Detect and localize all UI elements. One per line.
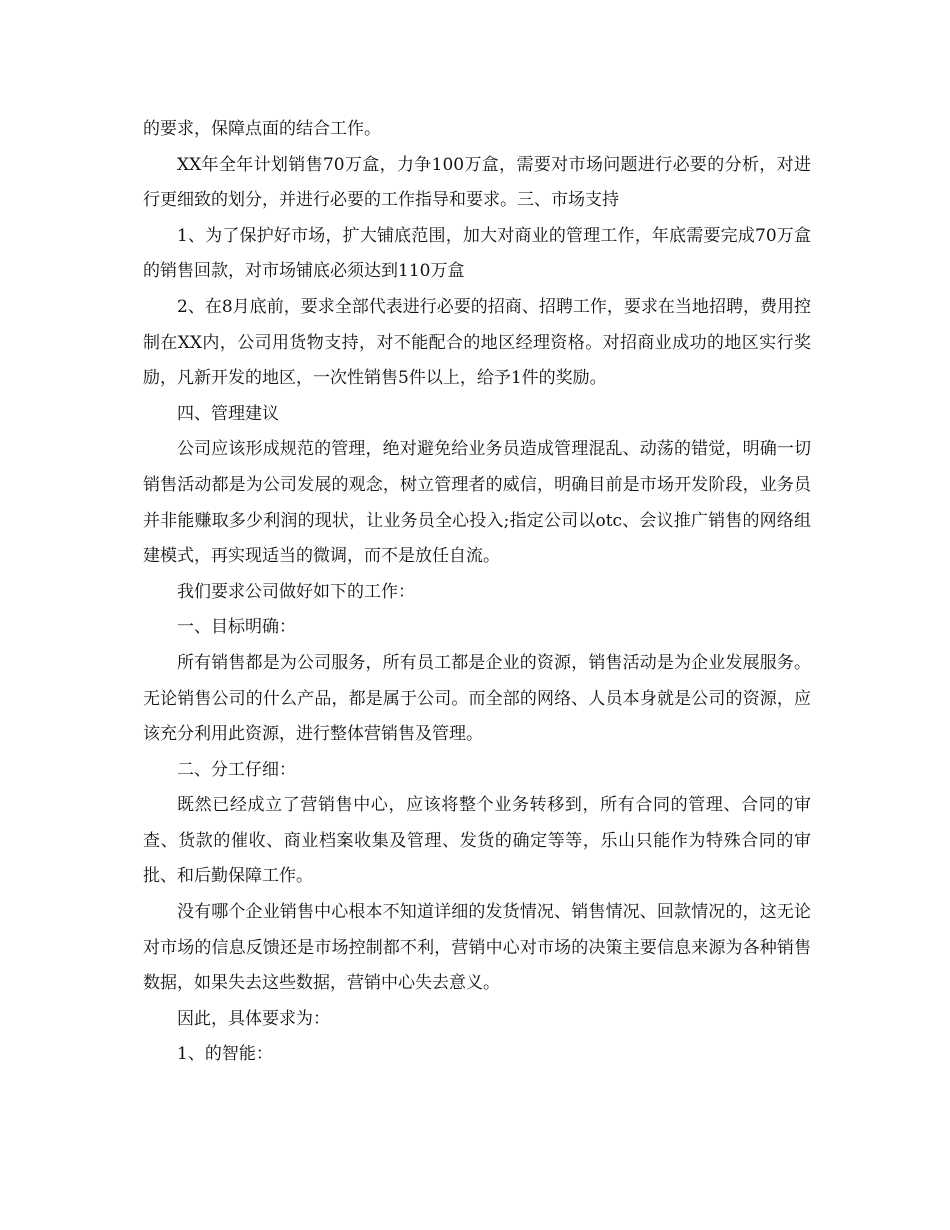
paragraph-4: 2、在8月底前，要求全部代表进行必要的招商、招聘工作，要求在当地招聘，费用控制在XX内，公司用货物支持，对不能配合的地区经理资格。对招商业成功的地区实行奖励，凡新开发的地区，一次性销售5件以上，给予1件的奖励。 bbox=[143, 296, 811, 389]
section-heading-management: 四、管理建议 bbox=[177, 403, 279, 424]
section-heading-division: 二、分工仔细： bbox=[177, 759, 296, 780]
paragraph-13: 因此，具体要求为： bbox=[177, 1008, 330, 1029]
paragraph-11: 既然已经成立了营销售中心，应该将整个业务转移到，所有合同的管理、合同的审查、货款的催收、商业档案收集及管理、发货的确定等等，乐山只能作为特殊合同的审批、和后勤保障工作。 bbox=[143, 795, 811, 887]
paragraph-2: XX年全年计划销售70万盒，力争100万盒，需要对市场问题进行必要的分析，对进行更细致的划分，并进行必要的工作指导和要求。三、市场支持 bbox=[143, 154, 811, 211]
paragraph-1: 的要求，保障点面的结合工作。 bbox=[143, 119, 381, 139]
paragraph-6: 公司应该形成规范的管理，绝对避免给业务员造成管理混乱、动荡的错觉，明确一切销售活动都是为公司发展的观念，树立管理者的威信，明确目前是市场开发阶段，业务员并非能赚取多少利润的现状，让业务员全心投入;指定公司以otc、会议推广销售的网络组建模式，再实现适当的微调，而不是放任自流。 bbox=[143, 439, 811, 567]
paragraph-9: 所有销售都是为公司服务，所有员工都是企业的资源，销售活动是为企业发展服务。无论销售公司的什么产品，都是属于公司。而全部的网络、人员本身就是公司的资源，应该充分利用此资源，进行整体营销售及管理。 bbox=[143, 652, 811, 745]
paragraph-7: 我们要求公司做好如下的工作： bbox=[177, 581, 415, 602]
paragraph-3: 1、为了保护好市场，扩大铺底范围，加大对商业的管理工作，年底需要完成70万盒的销售回款，对市场铺底必须达到110万盒 bbox=[143, 225, 811, 282]
paragraph-14: 1、的智能： bbox=[177, 1044, 273, 1065]
section-heading-goals: 一、目标明确： bbox=[177, 617, 296, 638]
paragraph-12: 没有哪个企业销售中心根本不知道详细的发货情况、销售情况、回款情况的，这无论对市场的信息反馈还是市场控制都不利，营销中心对市场的决策主要信息来源为各种销售数据，如果失去这些数据，营销中心失去意义。 bbox=[143, 902, 811, 994]
document-body bbox=[143, 112, 811, 1073]
